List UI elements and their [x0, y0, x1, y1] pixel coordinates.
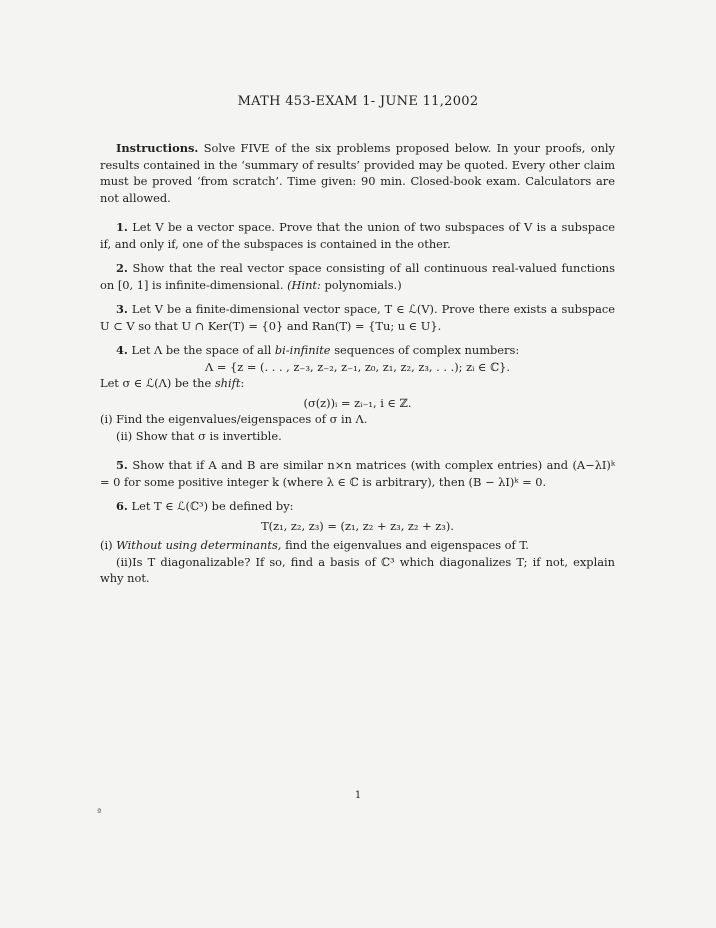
problem-text: Show that the real vector space consisting of all continuous real-valued functions on [0, 1] is infinite-dimensional. — [100, 261, 615, 292]
problem-part-2: (ii)Is T diagonalizable? If so, find a basis of ℂ³ which diagonalizes T; if not, explain why not. — [100, 554, 615, 585]
problem-3 — [100, 301, 615, 334]
problem-6 — [100, 498, 615, 587]
shift-emphasis: shift — [214, 376, 241, 390]
equation-lambda: Λ = {z = (. . . , z₋₃, z₋₂, z₋₁, z₀, z₁, z₂, z₃, . . .); zᵢ ∈ ℂ}. — [204, 359, 511, 374]
problem-text: Let T ∈ ℒ(ℂ³) be defined by: — [131, 499, 294, 513]
problem-number: 3. — [116, 302, 128, 316]
hint-label: (Hint: — [287, 277, 321, 292]
problem-part-1: (i) Find the eigenvalues/eigenspaces of σ in Λ. — [100, 412, 368, 426]
instructions-label: Instructions. — [116, 141, 199, 155]
hint-text: polynomials.) — [324, 277, 402, 292]
problem-2 — [100, 260, 615, 293]
problem-text: sequences of complex numbers: — [334, 343, 520, 357]
problem-text: Let Λ be the space of all — [131, 343, 272, 357]
problem-emphasis: bi-infinite — [274, 343, 331, 357]
equation-t: T(z₁, z₂, z₃) = (z₁, z₂ + z₃, z₂ + z₃). — [261, 518, 454, 533]
shift-colon: : — [240, 376, 245, 390]
problem-number: 6. — [116, 499, 128, 513]
problem-text: Let V be a vector space. Prove that the union of two subspaces of V is a subspace if, and only if, one of the subspaces is contained in the other. — [100, 220, 616, 251]
instructions-text: Solve FIVE of the six problems proposed below. In your proofs, only results contained in the ‘summary of results’ provided may be quoted. Every other claim must be proved ‘from scratch’. Time given: 90 min. Closed-book exam. Calculators are not allowed. — [100, 141, 615, 205]
problem-number: 2. — [116, 261, 128, 275]
problem-text: Let V be a finite-dimensional vector space, T ∈ ℒ(V). Prove there exists a subspace U ⊂ V so that U ∩ Ker(T) = {0} and Ran(T) = {Tu; u ∈ U}. — [100, 302, 615, 333]
part-text: find the eigenvalues and eigenspaces of T. — [285, 538, 529, 552]
part-label: (i) — [100, 538, 113, 552]
problem-number: 4. — [116, 343, 128, 357]
instructions — [100, 140, 615, 206]
shift-text: Let σ ∈ ℒ(Λ) be the — [100, 376, 212, 390]
page-title: MATH 453-EXAM 1- JUNE 11,2002 — [237, 94, 479, 109]
problem-5 — [100, 457, 615, 490]
problem-1 — [100, 219, 615, 252]
margin-mark: ª — [97, 808, 102, 818]
equation-shift: (σ(z))ᵢ = zᵢ₋₁, i ∈ ℤ. — [303, 395, 412, 410]
problem-part-2: (ii) Show that σ is invertible. — [116, 428, 282, 443]
problem-4 — [100, 342, 615, 444]
problem-number: 5. — [116, 458, 128, 472]
page-number: 1 — [354, 790, 362, 801]
problem-text: Show that if A and B are similar n×n matrices (with complex entries) and (A−λI)ᵏ = 0 for some positive integer k (where λ ∈ ℂ is arbitrary), then (B − λI)ᵏ = 0. — [100, 458, 616, 489]
part-emphasis: Without using determinants, — [116, 538, 282, 552]
problem-number: 1. — [116, 220, 128, 234]
